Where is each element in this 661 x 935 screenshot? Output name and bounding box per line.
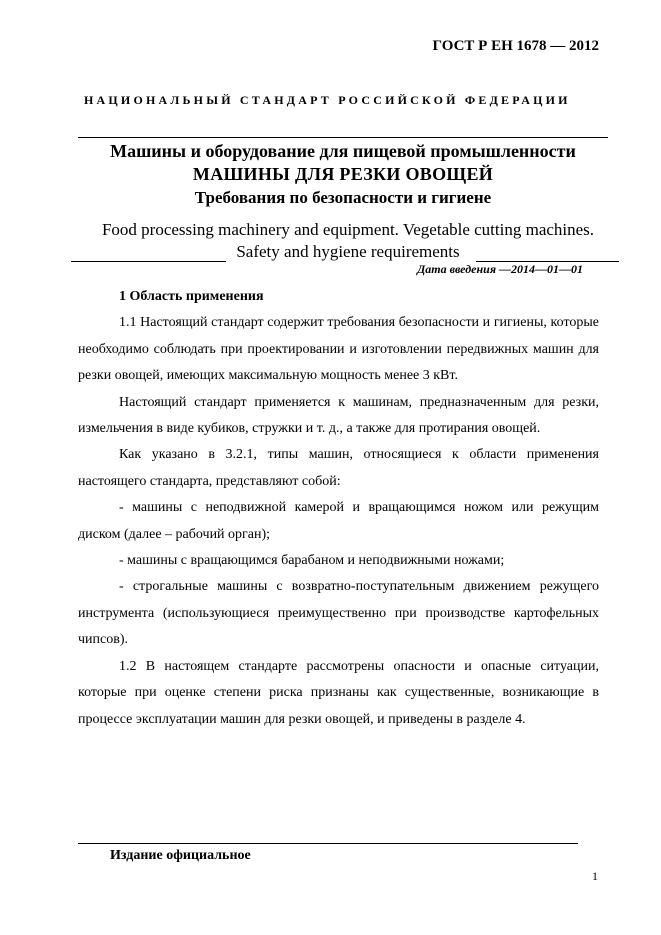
national-standard-heading: НАЦИОНАЛЬНЫЙ СТАНДАРТ РОССИЙСКОЙ ФЕДЕРАЦИИ (84, 93, 571, 107)
title-top-rule (78, 137, 608, 138)
paragraph-scope: Настоящий стандарт применяется к машинам, предназначенным для резки, измельчения в виде кубиков, стружки и т. д., а также для протирания овощей. (78, 394, 599, 437)
paragraph-1-1: 1.1 Настоящий стандарт содержит требования безопасности и гигиены, которые необходимо соблюдать при проектировании и изготовлении передвижных машин для резки овощей, имеющих максимальную мощность менее 3 кВт. (78, 315, 599, 384)
english-title-left-rule (71, 261, 226, 262)
section-heading: 1 Область применения (119, 289, 264, 304)
title-line-machines: МАШИНЫ ДЛЯ РЕЗКИ ОВОЩЕЙ (192, 164, 494, 184)
title-line-requirements: Требования по безопасности и гигиене (194, 188, 492, 207)
document-title (78, 140, 608, 209)
title-line-industry: Машины и оборудование для пищевой промышленности (110, 141, 576, 161)
edition-label: Издание официальное (110, 848, 251, 863)
english-title-line-2: Safety and hygiene requirements (236, 242, 460, 261)
page-number: 1 (592, 869, 598, 883)
introduction-date: Дата введения —2014—01—01 (417, 262, 583, 276)
list-item-rotating-drum: - машины с вращающимся барабаном и неподвижными ножами; (119, 553, 505, 569)
list-item-fixed-chamber: - машины с неподвижной камерой и вращающимся ножом или режущим диском (далее – рабочий орган); (78, 500, 599, 542)
section-body (78, 284, 599, 733)
footer-rule (78, 843, 578, 844)
english-title-line-1: Food processing machinery and equipment. Vegetable cutting machines. (101, 220, 595, 239)
list-item-planing-machines: - строгальные машины с возвратно-поступательным движением режущего инструмента (использующиеся преимущественно при производстве картофельных чипсов). (78, 579, 599, 648)
english-title (78, 219, 618, 263)
gost-number: ГОСТ Р ЕН 1678 — 2012 (432, 38, 599, 54)
paragraph-machine-types: Как указано в 3.2.1, типы машин, относящиеся к области применения настоящего стандарта, представляют собой: (78, 447, 599, 489)
paragraph-1-2: 1.2 В настоящем стандарте рассмотрены опасности и опасные ситуации, которые при оценке степени риска признаны как существенные, возникающие в процессе эксплуатации машин для резки овощей, и приведены в разделе 4. (78, 658, 599, 727)
